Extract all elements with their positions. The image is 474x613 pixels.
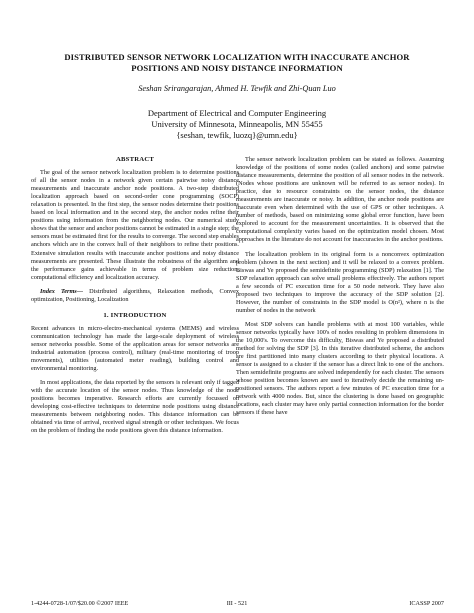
paper-title bbox=[30, 52, 444, 74]
affiliation-university: University of Minnesota, Minneapolis, MN 55455 bbox=[151, 118, 323, 129]
title-line-1: DISTRIBUTED SENSOR NETWORK LOCALIZATION WITH INACCURATE ANCHOR bbox=[64, 52, 410, 62]
title-line-2: POSITIONS AND NOISY DISTANCE INFORMATION bbox=[131, 63, 343, 73]
index-terms-label: Index Terms— bbox=[40, 287, 83, 295]
affiliation-emails: {seshan, tewfik, luozq}@umn.edu} bbox=[176, 129, 298, 140]
footer-page-number: III - 521 bbox=[226, 600, 248, 607]
footer-copyright: 1-4244-0728-1/07/$20.00 ©2007 IEEE bbox=[31, 600, 129, 607]
intro-paragraph-1: Recent advances in micro-electro-mechanical systems (MEMS) and wireless communication technology has made the large-scale deployment of wireless sensor networks possible. Some of the application areas for sensor networks are industrial automation (process control), military (real-time monitoring of troop movements), utilities (automated meter reading), building control and environmental monitoring. bbox=[31, 324, 239, 373]
affiliation-block bbox=[30, 108, 444, 140]
abstract-text: The goal of the sensor network localization problem is to determine positions of all the sensor nodes in a network given certain pairwise noisy distance measurements and inaccurate anchor node positions. A two-step distributed localization approach based on second-order cone programming (SOCP) relaxation is presented. In the first step, the sensor nodes determine their positions based on local information and in the second step, the anchor nodes refine their positions using information from the neighboring nodes. Our numerical study shows that the sensor and anchor positions cannot be estimated in a single step; the sensors must be estimated first for the results to converge. The second step enables anchors which are in the convex hull of their neighbors to refine their positions. Extensive simulation results with inaccurate anchor positions and noisy distance measurements are presented. These illustrate the robustness of the algorithm and the performance gains achievable in terms of problem size reduction, computational efficiency and localization accuracy. bbox=[31, 169, 239, 281]
index-terms bbox=[31, 288, 239, 304]
abstract-heading: ABSTRACT bbox=[115, 156, 155, 163]
body-paragraph-3: Most SDP solvers can handle problems with at most 100 variables, while sensor networks typically have 100's of nodes resulting in problem dimensions in the 10,000's. To overcome this difficulty, Biswas and Ye proposed a distributed method for solving the SDP [3]. In this iterative distributed scheme, the anchors are first partitioned into many clusters according to their physical locations. A sensor is assigned to a cluster if the sensor has a direct link to one of the anchors. Then semidefinite programs are solved independently for each cluster. The sensors whose position becomes known are used to iteratively decide the remaining un-positioned sensors. The authors report a few minutes of PC execution time for a network with 4000 nodes. But, since the clustering is done based on geographic locations, each cluster may have only partial connection information for the border sensors if these have bbox=[236, 320, 444, 417]
left-column bbox=[31, 156, 239, 435]
right-column bbox=[236, 156, 444, 417]
affiliation-department: Department of Electrical and Computer Engineering bbox=[147, 108, 327, 118]
footer-conference: ICASSP 2007 bbox=[409, 600, 444, 607]
body-paragraph-1: The sensor network localization problem can be stated as follows. Assuming knowledge of the positions of some nodes (called anchors) and some pairwise distance measurements, determine the position of all sensor nodes in the network. (Nodes whose positions are unknown will be referred to as sensor nodes). In practice, due to resource constraints on the sensor nodes, the distance measurements are inaccurate or noisy. In addition, the anchor node positions are inaccurate even when determined with the use of GPS or other techniques. A number of methods, based on minimizing some global error function, have been explored to account for the measurement uncertainties. It is observed that the computational complexity varies based on the optimization model chosen. Most approaches in the literature do not account for inaccuracies in the anchor positions. bbox=[236, 156, 444, 244]
introduction-heading: 1. INTRODUCTION bbox=[103, 311, 167, 319]
index-terms-text: Distributed algorithms, Relaxation methods, Convex optimization, Positioning, Localization bbox=[31, 287, 239, 303]
body-paragraph-2: The localization problem in its original form is a nonconvex optimization problem (shown in the next section) and it will be relaxed to a convex problem. Biswas and Ye proposed the semidefinite programming (SDP) relaxation [1]. The SDP relaxation approach can solve small problems effectively. The authors report a few seconds of PC execution time for a 50 node network. They have also proposed two techniques to improve the accuracy of the SDP solution [2]. However, the number of constraints in the SDP model is O(n²), where n is the number of nodes in the network bbox=[236, 250, 444, 314]
intro-paragraph-2: In most applications, the data reported by the sensors is relevant only if tagged with the accurate location of the sensor nodes. Thus knowledge of the node positions becomes imperative. Research efforts are currently focussed on developing cost-effective techniques to determine node positions using distance measurements between neighboring nodes. This distance information can be obtained via time of arrival, received signal strength or other techniques. We focus on the problem of finding the node positions given this distance information. bbox=[31, 379, 239, 435]
author-list: Seshan Srirangarajan, Ahmed H. Tewfik and Zhi-Quan Luo bbox=[138, 84, 336, 93]
